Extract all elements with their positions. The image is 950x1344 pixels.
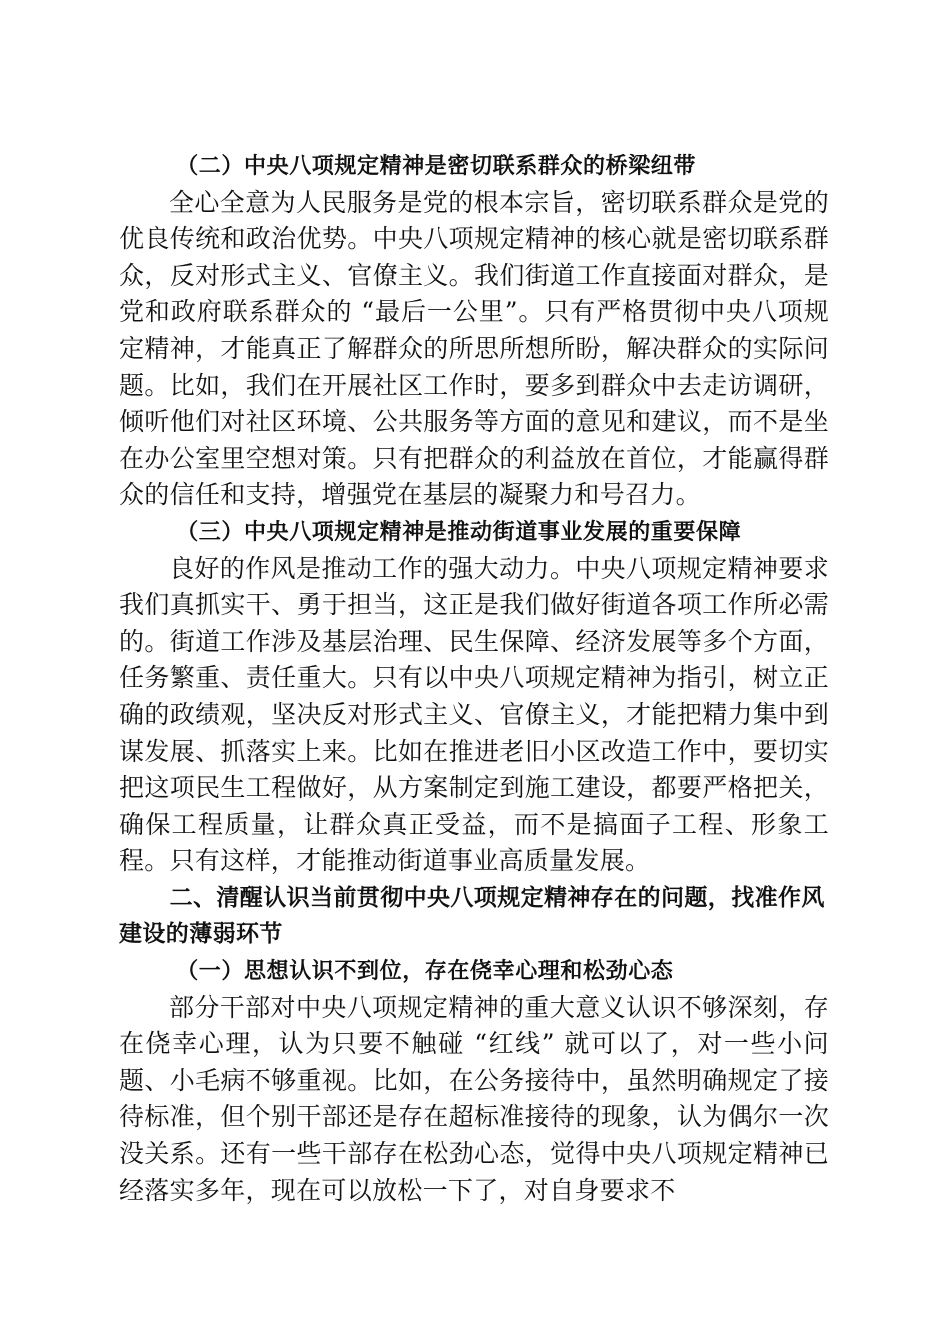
subsection-body-1: 部分干部对中央八项规定精神的重大意义认识不够深刻，存在侥幸心理，认为只要不触碰 “红线” 就可以了，对一些小问题、小毛病不够重视。比如，在公务接待中，虽然明确规定了接待标准，但个别干部还是存在超标准接待的现象，认为偶尔一次没关系。还有一些干部存在松劲心态，觉得中央八项规定精神已经落实多年，现在可以放松一下了，对自身要求不 bbox=[119, 992, 829, 1205]
section-body-3: 良好的作风是推动工作的强大动力。中央八项规定精神要求我们真抓实干、勇于担当，这正是我们做好街道各项工作所必需的。街道工作涉及基层治理、民生保障、经济发展等多个方面，任务繁重、责任重大。只有以中央八项规定精神为指引，树立正确的政绩观，坚决反对形式主义、官僚主义，才能把精力集中到谋发展、抓落实上来。比如在推进老旧小区改造工作中，要切实把这项民生工程做好，从方案制定到施工建设，都要严格把关，确保工程质量，让群众真正受益，而不是搞面子工程、形象工程。只有这样，才能推动街道事业高质量发展。 bbox=[119, 553, 829, 876]
document-page bbox=[119, 148, 829, 1209]
subsection-heading-1: （一）思想认识不到位，存在侥幸心理和松劲心态 bbox=[176, 958, 674, 985]
chapter-title: 二、清醒认识当前贯彻中央八项规定精神存在的问题，找准作风建设的薄弱环节 bbox=[119, 884, 825, 948]
section-body-2: 全心全意为人民服务是党的根本宗旨，密切联系群众是党的优良传统和政治优势。中央八项规定精神的核心就是密切联系群众，反对形式主义、官僚主义。我们街道工作直接面对群众，是党和政府联系群众的 “最后一公里”。只有严格贯彻中央八项规定精神，才能真正了解群众的所思所想所盼，解决群众的实际问题。比如，我们在开展社区工作时，要多到群众中去走访调研，倾听他们对社区环境、公共服务等方面的意见和建议，而不是坐在办公室里空想对策。只有把群众的利益放在首位，才能赢得群众的信任和支持，增强党在基层的凝聚力和号召力。 bbox=[119, 187, 829, 510]
section-heading-2: （二）中央八项规定精神是密切联系群众的桥梁纽带 bbox=[176, 153, 696, 179]
section-heading-3: （三）中央八项规定精神是推动街道事业发展的重要保障 bbox=[176, 518, 742, 545]
